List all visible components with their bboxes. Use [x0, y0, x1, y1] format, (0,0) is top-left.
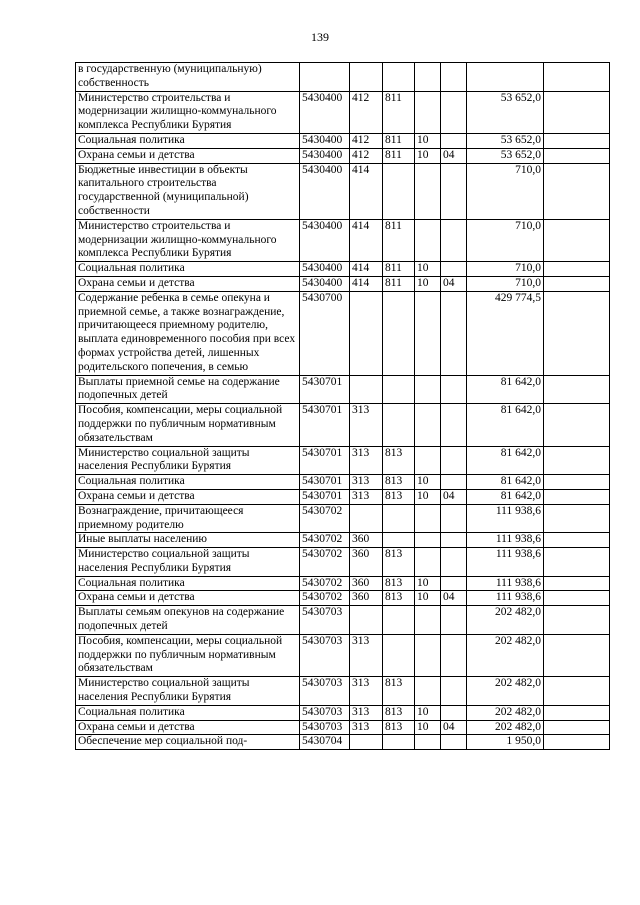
section-cell: [415, 404, 441, 446]
amount-cell: 710,0: [467, 219, 544, 261]
subsection-cell: [441, 548, 467, 577]
item-name-cell: Социальная политика: [76, 705, 300, 720]
department-code-cell: [383, 634, 415, 676]
target-code-cell: 5430703: [300, 634, 350, 676]
department-code-cell: [383, 375, 415, 404]
table-row: [76, 91, 610, 133]
target-code-cell: 5430701: [300, 375, 350, 404]
department-code-cell: 811: [383, 133, 415, 148]
table-row: [76, 133, 610, 148]
item-name-cell: Охрана семьи и детства: [76, 591, 300, 606]
item-name-cell: Министерство социальной защиты населения Республики Бурятия: [76, 446, 300, 475]
extra-cell: [544, 606, 610, 635]
extra-cell: [544, 375, 610, 404]
extra-cell: [544, 276, 610, 291]
expense-type-cell: 360: [350, 591, 383, 606]
target-code-cell: 5430702: [300, 576, 350, 591]
section-cell: 10: [415, 262, 441, 277]
target-code-cell: 5430703: [300, 720, 350, 735]
amount-cell: 81 642,0: [467, 446, 544, 475]
section-cell: [415, 219, 441, 261]
page-number: 139: [311, 30, 329, 44]
subsection-cell: 04: [441, 591, 467, 606]
department-code-cell: [383, 504, 415, 533]
item-name-cell: Охрана семьи и детства: [76, 148, 300, 163]
extra-cell: [544, 489, 610, 504]
department-code-cell: [383, 606, 415, 635]
section-cell: 10: [415, 591, 441, 606]
budget-table: [75, 62, 610, 750]
department-code-cell: 813: [383, 489, 415, 504]
item-name-cell: Охрана семьи и детства: [76, 489, 300, 504]
amount-cell: 53 652,0: [467, 91, 544, 133]
item-name-cell: Охрана семьи и детства: [76, 276, 300, 291]
subsection-cell: [441, 63, 467, 92]
table-row: [76, 591, 610, 606]
extra-cell: [544, 291, 610, 375]
table-row: [76, 705, 610, 720]
target-code-cell: 5430702: [300, 533, 350, 548]
table-row: [76, 219, 610, 261]
expense-type-cell: 313: [350, 677, 383, 706]
department-code-cell: 811: [383, 262, 415, 277]
amount-cell: [467, 63, 544, 92]
amount-cell: 111 938,6: [467, 591, 544, 606]
amount-cell: 202 482,0: [467, 720, 544, 735]
extra-cell: [544, 219, 610, 261]
department-code-cell: [383, 63, 415, 92]
section-cell: [415, 634, 441, 676]
item-name-cell: Пособия, компенсации, меры социальной поддержки по публичным нормативным обязательствам: [76, 404, 300, 446]
item-name-cell: Социальная политика: [76, 262, 300, 277]
expense-type-cell: 360: [350, 533, 383, 548]
target-code-cell: [300, 63, 350, 92]
department-code-cell: 813: [383, 576, 415, 591]
section-cell: [415, 446, 441, 475]
section-cell: 10: [415, 489, 441, 504]
subsection-cell: [441, 606, 467, 635]
expense-type-cell: 313: [350, 446, 383, 475]
expense-type-cell: 313: [350, 705, 383, 720]
target-code-cell: 5430400: [300, 163, 350, 219]
amount-cell: 111 938,6: [467, 548, 544, 577]
section-cell: 10: [415, 148, 441, 163]
amount-cell: 81 642,0: [467, 489, 544, 504]
target-code-cell: 5430702: [300, 504, 350, 533]
expense-type-cell: [350, 375, 383, 404]
section-cell: 10: [415, 276, 441, 291]
expense-type-cell: 412: [350, 148, 383, 163]
extra-cell: [544, 533, 610, 548]
item-name-cell: Обеспечение мер социальной под-: [76, 735, 300, 750]
extra-cell: [544, 91, 610, 133]
subsection-cell: [441, 735, 467, 750]
extra-cell: [544, 163, 610, 219]
amount-cell: 53 652,0: [467, 148, 544, 163]
department-code-cell: 813: [383, 705, 415, 720]
expense-type-cell: 313: [350, 634, 383, 676]
subsection-cell: [441, 375, 467, 404]
amount-cell: 111 938,6: [467, 504, 544, 533]
department-code-cell: 811: [383, 91, 415, 133]
expense-type-cell: 414: [350, 163, 383, 219]
amount-cell: 202 482,0: [467, 705, 544, 720]
section-cell: [415, 533, 441, 548]
table-row: [76, 548, 610, 577]
amount-cell: 53 652,0: [467, 133, 544, 148]
target-code-cell: 5430703: [300, 606, 350, 635]
item-name-cell: Охрана семьи и детства: [76, 720, 300, 735]
amount-cell: 710,0: [467, 262, 544, 277]
expense-type-cell: [350, 63, 383, 92]
table-row: [76, 375, 610, 404]
item-name-cell: Социальная политика: [76, 133, 300, 148]
subsection-cell: [441, 262, 467, 277]
amount-cell: 81 642,0: [467, 404, 544, 446]
expense-type-cell: [350, 504, 383, 533]
subsection-cell: [441, 504, 467, 533]
expense-type-cell: 313: [350, 475, 383, 490]
amount-cell: 81 642,0: [467, 375, 544, 404]
amount-cell: 111 938,6: [467, 576, 544, 591]
target-code-cell: 5430701: [300, 446, 350, 475]
subsection-cell: [441, 291, 467, 375]
table-row: [76, 677, 610, 706]
target-code-cell: 5430701: [300, 404, 350, 446]
expense-type-cell: 414: [350, 219, 383, 261]
amount-cell: 710,0: [467, 276, 544, 291]
department-code-cell: 813: [383, 720, 415, 735]
target-code-cell: 5430701: [300, 489, 350, 504]
item-name-cell: Министерство социальной защиты населения Республики Бурятия: [76, 548, 300, 577]
department-code-cell: 813: [383, 677, 415, 706]
subsection-cell: [441, 677, 467, 706]
table-row: [76, 63, 610, 92]
department-code-cell: 813: [383, 548, 415, 577]
target-code-cell: 5430400: [300, 148, 350, 163]
section-cell: [415, 735, 441, 750]
expense-type-cell: 313: [350, 404, 383, 446]
subsection-cell: [441, 634, 467, 676]
extra-cell: [544, 576, 610, 591]
subsection-cell: [441, 163, 467, 219]
extra-cell: [544, 634, 610, 676]
section-cell: [415, 504, 441, 533]
expense-type-cell: 412: [350, 133, 383, 148]
table-row: [76, 163, 610, 219]
section-cell: [415, 63, 441, 92]
item-name-cell: Выплаты семьям опекунов на содержание подопечных детей: [76, 606, 300, 635]
extra-cell: [544, 404, 610, 446]
table-row: [76, 276, 610, 291]
amount-cell: 1 950,0: [467, 735, 544, 750]
item-name-cell: Министерство социальной защиты населения Республики Бурятия: [76, 677, 300, 706]
section-cell: 10: [415, 475, 441, 490]
expense-type-cell: 412: [350, 91, 383, 133]
department-code-cell: 811: [383, 219, 415, 261]
expense-type-cell: 313: [350, 720, 383, 735]
amount-cell: 202 482,0: [467, 634, 544, 676]
subsection-cell: [441, 705, 467, 720]
item-name-cell: Социальная политика: [76, 576, 300, 591]
extra-cell: [544, 262, 610, 277]
department-code-cell: 813: [383, 475, 415, 490]
table-row: [76, 291, 610, 375]
item-name-cell: Социальная политика: [76, 475, 300, 490]
subsection-cell: [441, 475, 467, 490]
table-row: [76, 720, 610, 735]
item-name-cell: в государственную (муниципальную) собственность: [76, 63, 300, 92]
table-row: [76, 446, 610, 475]
target-code-cell: 5430703: [300, 705, 350, 720]
subsection-cell: 04: [441, 720, 467, 735]
item-name-cell: Бюджетные инвестиции в объекты капитального строительства государственной (муниципальной) собственности: [76, 163, 300, 219]
table-body: [76, 63, 610, 750]
section-cell: [415, 91, 441, 133]
table-row: [76, 533, 610, 548]
item-name-cell: Министерство строительства и модернизации жилищно-коммунального комплекса Республики Бурятия: [76, 91, 300, 133]
expense-type-cell: 360: [350, 548, 383, 577]
extra-cell: [544, 591, 610, 606]
target-code-cell: 5430702: [300, 591, 350, 606]
expense-type-cell: [350, 291, 383, 375]
subsection-cell: [441, 219, 467, 261]
table-row: [76, 489, 610, 504]
amount-cell: 81 642,0: [467, 475, 544, 490]
department-code-cell: 811: [383, 276, 415, 291]
extra-cell: [544, 735, 610, 750]
table-row: [76, 576, 610, 591]
department-code-cell: [383, 291, 415, 375]
amount-cell: 111 938,6: [467, 533, 544, 548]
amount-cell: 710,0: [467, 163, 544, 219]
section-cell: [415, 606, 441, 635]
amount-cell: 202 482,0: [467, 677, 544, 706]
extra-cell: [544, 705, 610, 720]
extra-cell: [544, 548, 610, 577]
department-code-cell: [383, 735, 415, 750]
item-name-cell: Иные выплаты населению: [76, 533, 300, 548]
item-name-cell: Пособия, компенсации, меры социальной поддержки по публичным нормативным обязательствам: [76, 634, 300, 676]
table-row: [76, 404, 610, 446]
amount-cell: 202 482,0: [467, 606, 544, 635]
table-row: [76, 148, 610, 163]
target-code-cell: 5430400: [300, 276, 350, 291]
target-code-cell: 5430700: [300, 291, 350, 375]
department-code-cell: 811: [383, 148, 415, 163]
expense-type-cell: [350, 606, 383, 635]
section-cell: [415, 163, 441, 219]
expense-type-cell: 414: [350, 276, 383, 291]
extra-cell: [544, 677, 610, 706]
extra-cell: [544, 63, 610, 92]
section-cell: 10: [415, 576, 441, 591]
amount-cell: 429 774,5: [467, 291, 544, 375]
table-row: [76, 606, 610, 635]
subsection-cell: [441, 404, 467, 446]
subsection-cell: [441, 91, 467, 133]
department-code-cell: 813: [383, 591, 415, 606]
extra-cell: [544, 720, 610, 735]
target-code-cell: 5430703: [300, 677, 350, 706]
target-code-cell: 5430400: [300, 262, 350, 277]
section-cell: 10: [415, 705, 441, 720]
item-name-cell: Министерство строительства и модернизации жилищно-коммунального комплекса Республики Бурятия: [76, 219, 300, 261]
extra-cell: [544, 133, 610, 148]
section-cell: 10: [415, 720, 441, 735]
department-code-cell: [383, 404, 415, 446]
section-cell: [415, 548, 441, 577]
subsection-cell: [441, 533, 467, 548]
item-name-cell: Выплаты приемной семье на содержание подопечных детей: [76, 375, 300, 404]
table-row: [76, 262, 610, 277]
table-row: [76, 634, 610, 676]
subsection-cell: [441, 446, 467, 475]
department-code-cell: 813: [383, 446, 415, 475]
expense-type-cell: [350, 735, 383, 750]
target-code-cell: 5430704: [300, 735, 350, 750]
extra-cell: [544, 475, 610, 490]
subsection-cell: 04: [441, 276, 467, 291]
expense-type-cell: 313: [350, 489, 383, 504]
extra-cell: [544, 446, 610, 475]
target-code-cell: 5430701: [300, 475, 350, 490]
subsection-cell: [441, 133, 467, 148]
subsection-cell: [441, 576, 467, 591]
target-code-cell: 5430400: [300, 219, 350, 261]
item-name-cell: Вознаграждение, причитающееся приемному родителю: [76, 504, 300, 533]
table-row: [76, 735, 610, 750]
subsection-cell: 04: [441, 489, 467, 504]
item-name-cell: Содержание ребенка в семье опекуна и приемной семье, а также вознаграждение, причитающееся приемному родителю, выплата единовременного пособия при всех формах устройства детей, лишенных родительского попечения, в семью: [76, 291, 300, 375]
target-code-cell: 5430702: [300, 548, 350, 577]
section-cell: [415, 375, 441, 404]
table-row: [76, 475, 610, 490]
section-cell: [415, 677, 441, 706]
section-cell: 10: [415, 133, 441, 148]
table-row: [76, 504, 610, 533]
section-cell: [415, 291, 441, 375]
target-code-cell: 5430400: [300, 133, 350, 148]
subsection-cell: 04: [441, 148, 467, 163]
extra-cell: [544, 504, 610, 533]
extra-cell: [544, 148, 610, 163]
department-code-cell: [383, 533, 415, 548]
expense-type-cell: 360: [350, 576, 383, 591]
target-code-cell: 5430400: [300, 91, 350, 133]
department-code-cell: [383, 163, 415, 219]
expense-type-cell: 414: [350, 262, 383, 277]
